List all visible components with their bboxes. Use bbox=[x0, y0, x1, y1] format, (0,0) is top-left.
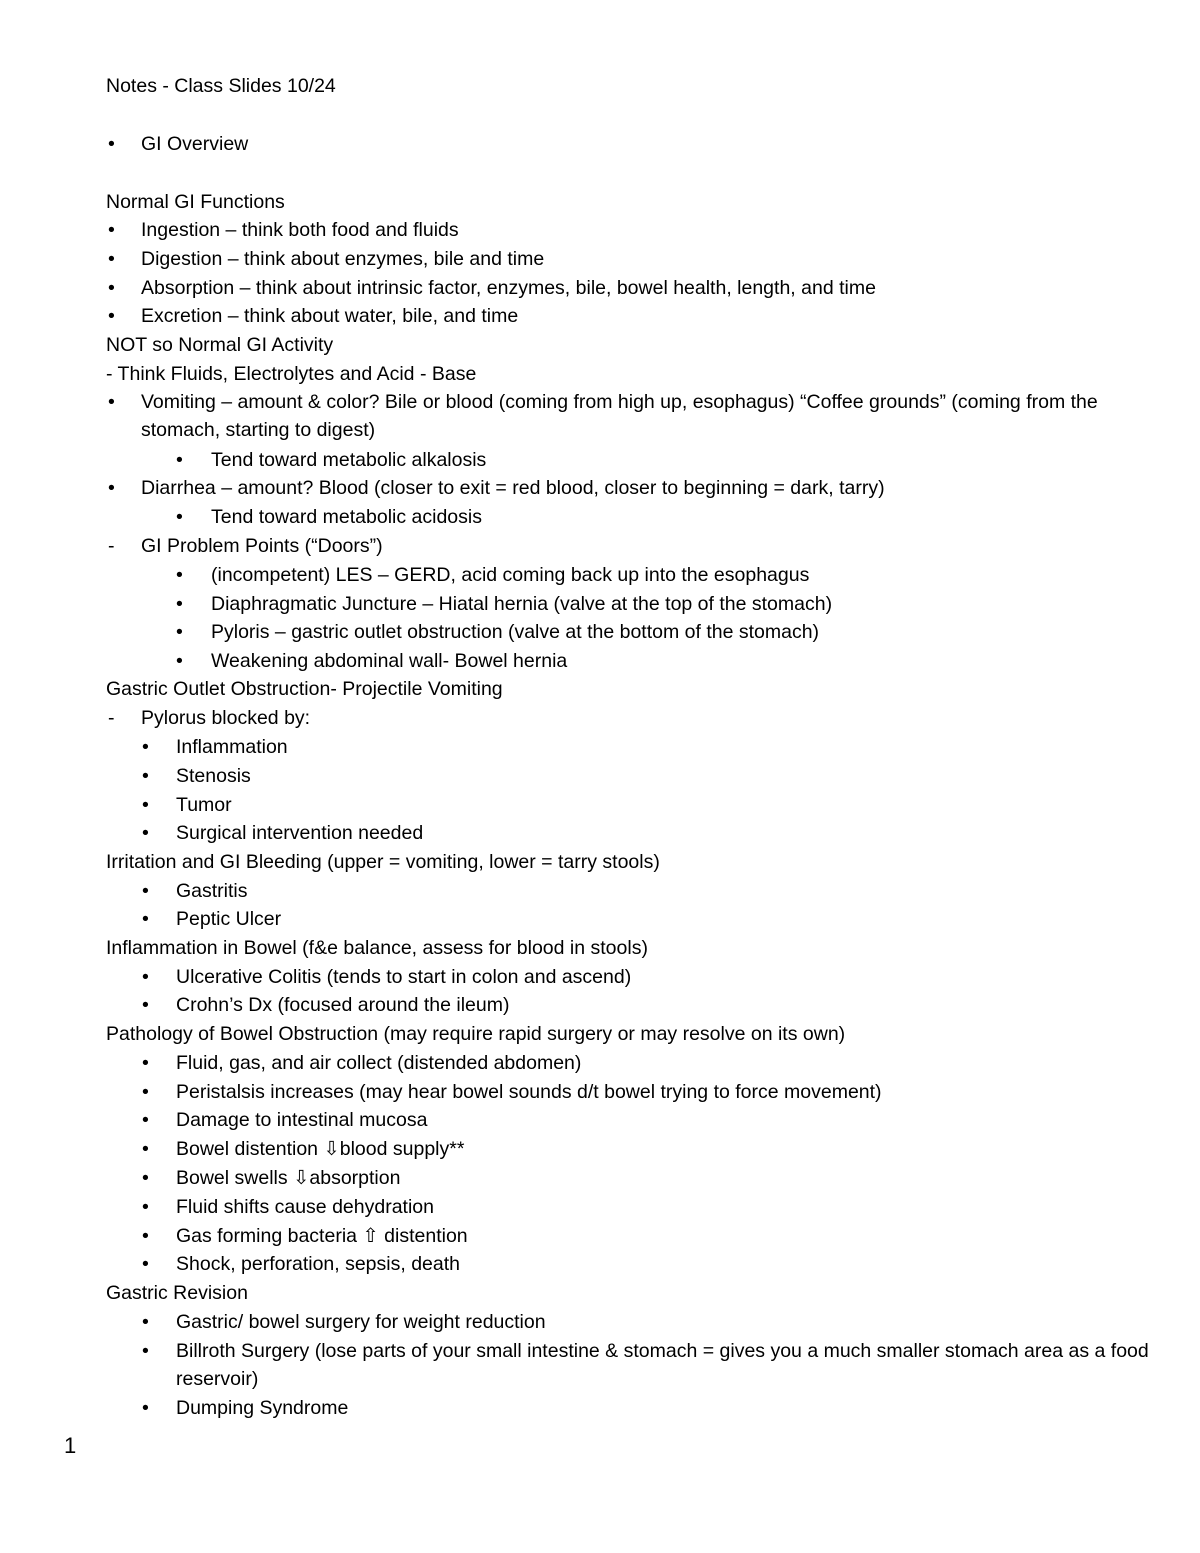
list-item: Stenosis bbox=[176, 765, 251, 787]
bullet-marker: • bbox=[142, 1052, 149, 1074]
dash-marker: - bbox=[108, 535, 115, 557]
bullet-marker: • bbox=[176, 506, 183, 528]
list-item: Absorption – think about intrinsic factor, enzymes, bile, bowel health, length, and time bbox=[141, 277, 876, 299]
bullet-marker: • bbox=[108, 477, 115, 499]
bullet-marker: • bbox=[142, 736, 149, 758]
bullet-marker: • bbox=[142, 1196, 149, 1218]
list-item: GI Problem Points (“Doors”) bbox=[141, 535, 383, 557]
list-item: Ulcerative Colitis (tends to start in colon and ascend) bbox=[176, 966, 632, 988]
list-item: Shock, perforation, sepsis, death bbox=[176, 1253, 460, 1275]
section-heading: Gastric Outlet Obstruction- Projectile Vomiting bbox=[106, 678, 503, 700]
section-heading: NOT so Normal GI Activity bbox=[106, 334, 334, 356]
list-item: Fluid shifts cause dehydration bbox=[176, 1196, 434, 1218]
list-item: Peristalsis increases (may hear bowel sounds d/t bowel trying to force movement) bbox=[176, 1081, 882, 1103]
bullet-marker: • bbox=[176, 564, 183, 586]
list-item: Digestion – think about enzymes, bile and time bbox=[141, 248, 545, 270]
list-item: Damage to intestinal mucosa bbox=[176, 1109, 428, 1131]
bullet-marker: • bbox=[108, 277, 115, 299]
list-item: Crohn’s Dx (focused around the ileum) bbox=[176, 994, 510, 1016]
bullet-marker: • bbox=[108, 133, 115, 155]
list-item: Pyloris – gastric outlet obstruction (valve at the bottom of the stomach) bbox=[211, 621, 820, 643]
bullet-marker: • bbox=[142, 1138, 149, 1160]
bullet-marker: • bbox=[142, 880, 149, 902]
list-item: Bowel swells ⇩absorption bbox=[176, 1167, 401, 1189]
section-heading: Inflammation in Bowel (f&e balance, assess for blood in stools) bbox=[106, 937, 648, 959]
bullet-marker: • bbox=[142, 1109, 149, 1131]
list-item: Ingestion – think both food and fluids bbox=[141, 219, 459, 241]
list-item: Diaphragmatic Juncture – Hiatal hernia (valve at the top of the stomach) bbox=[211, 593, 833, 615]
section-heading: Gastric Revision bbox=[106, 1282, 248, 1304]
bullet-marker: • bbox=[142, 994, 149, 1016]
list-item: GI Overview bbox=[141, 133, 249, 155]
bullet-marker: • bbox=[108, 391, 115, 413]
list-item: Dumping Syndrome bbox=[176, 1397, 349, 1419]
bullet-marker: • bbox=[176, 449, 183, 471]
section-heading: Normal GI Functions bbox=[106, 191, 285, 213]
bullet-marker: • bbox=[142, 1397, 149, 1419]
bullet-marker: • bbox=[108, 305, 115, 327]
list-item: (incompetent) LES – GERD, acid coming back up into the esophagus bbox=[211, 564, 810, 586]
bullet-marker: • bbox=[142, 1340, 149, 1362]
list-item: Tend toward metabolic acidosis bbox=[211, 506, 482, 528]
bullet-marker: • bbox=[142, 765, 149, 787]
list-item: Peptic Ulcer bbox=[176, 908, 282, 930]
list-item: Excretion – think about water, bile, and time bbox=[141, 305, 519, 327]
list-item: Surgical intervention needed bbox=[176, 822, 424, 844]
list-item: Tumor bbox=[176, 794, 232, 816]
page-title: Notes - Class Slides 10/24 bbox=[106, 75, 336, 97]
bullet-marker: • bbox=[142, 1225, 149, 1247]
section-heading: Pathology of Bowel Obstruction (may require rapid surgery or may resolve on its own) bbox=[106, 1023, 846, 1045]
bullet-marker: • bbox=[142, 908, 149, 930]
section-heading: Irritation and GI Bleeding (upper = vomiting, lower = tarry stools) bbox=[106, 851, 660, 873]
list-item: Weakening abdominal wall- Bowel hernia bbox=[211, 650, 568, 672]
bullet-marker: • bbox=[108, 248, 115, 270]
bullet-marker: • bbox=[142, 1311, 149, 1333]
list-item: Tend toward metabolic alkalosis bbox=[211, 449, 487, 471]
list-item: Billroth Surgery (lose parts of your small intestine & stomach = gives you a much smaller stomach area as a food reservoir) bbox=[176, 1340, 1149, 1390]
bullet-marker: • bbox=[176, 650, 183, 672]
page-number: 1 bbox=[64, 1433, 77, 1458]
bullet-marker: • bbox=[142, 1253, 149, 1275]
bullet-marker: • bbox=[142, 794, 149, 816]
list-item: Vomiting – amount & color? Bile or blood (coming from high up, esophagus) “Coffee grounds” (coming from the stomach, starting to digest) bbox=[141, 391, 1098, 441]
bullet-marker: • bbox=[176, 593, 183, 615]
list-item: Gastritis bbox=[176, 880, 248, 902]
dash-marker: - bbox=[108, 707, 115, 729]
list-item: Bowel distention ⇩blood supply** bbox=[176, 1138, 465, 1160]
list-item: Pylorus blocked by: bbox=[141, 707, 311, 729]
section-heading: - Think Fluids, Electrolytes and Acid - Base bbox=[106, 363, 477, 385]
bullet-marker: • bbox=[176, 621, 183, 643]
bullet-marker: • bbox=[142, 966, 149, 988]
list-item: Diarrhea – amount? Blood (closer to exit = red blood, closer to beginning = dark, tarry) bbox=[141, 477, 885, 499]
list-item: Fluid, gas, and air collect (distended abdomen) bbox=[176, 1052, 582, 1074]
bullet-marker: • bbox=[142, 1167, 149, 1189]
bullet-marker: • bbox=[108, 219, 115, 241]
list-item: Gas forming bacteria ⇧ distention bbox=[176, 1225, 468, 1247]
list-item: Gastric/ bowel surgery for weight reduction bbox=[176, 1311, 546, 1333]
list-item: Inflammation bbox=[176, 736, 288, 758]
bullet-marker: • bbox=[142, 1081, 149, 1103]
bullet-marker: • bbox=[142, 822, 149, 844]
